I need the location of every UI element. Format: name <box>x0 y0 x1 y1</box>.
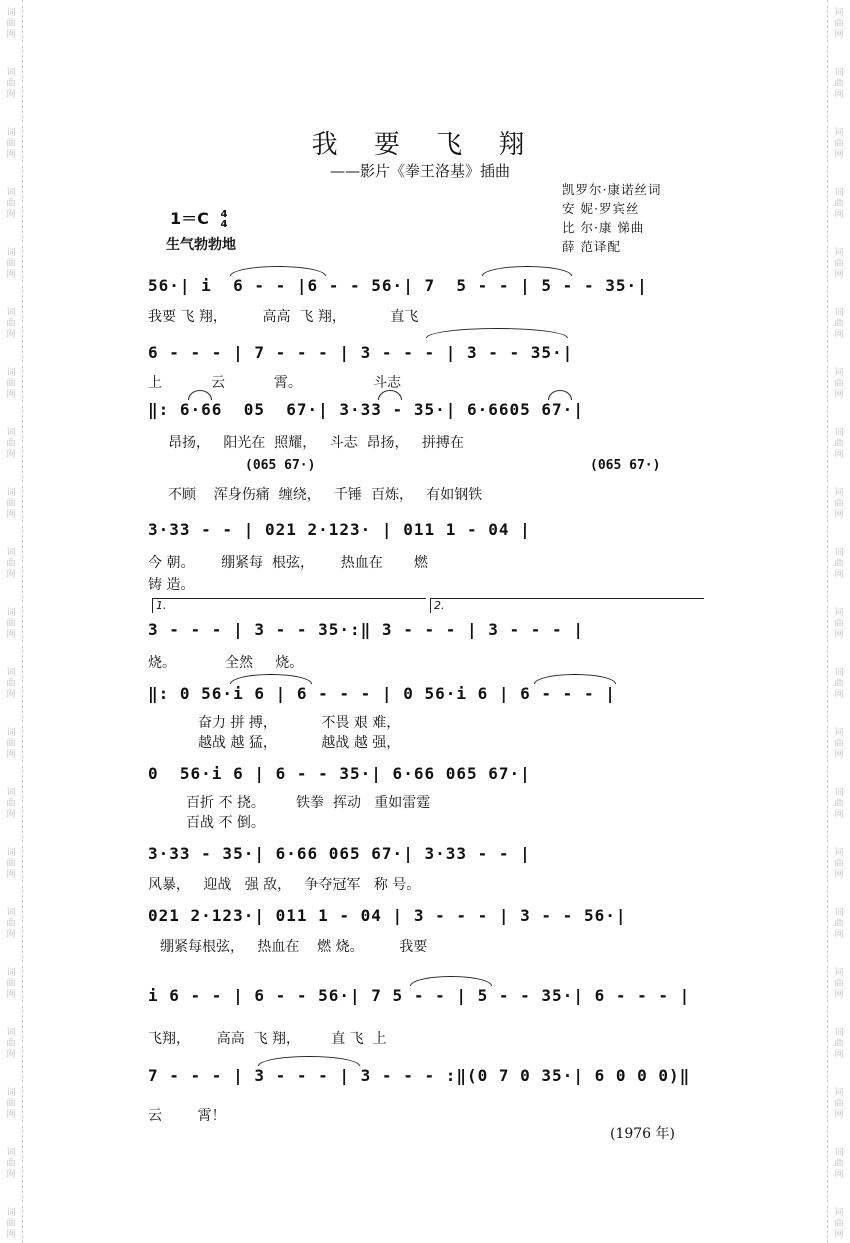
watermark-char: 网 <box>834 330 844 340</box>
watermark-char: 网 <box>6 210 16 220</box>
watermark-char: 曲 <box>6 1099 16 1109</box>
watermark-char: 网 <box>834 1110 844 1120</box>
watermark-char: 词 <box>6 788 16 798</box>
staff-notes-7: 0 56·i 6 | 6 - - 35·| 6·66 065 67·| <box>148 764 531 783</box>
watermark-char: 词 <box>834 8 844 18</box>
staff-lyrics-1: 我要 飞 翔， 高高 飞 翔， 直飞 <box>148 309 419 325</box>
watermark-char: 词 <box>834 968 844 978</box>
watermark-char: 词 <box>6 1028 16 1038</box>
watermark-char: 词 <box>6 8 16 18</box>
watermark-char: 词 <box>834 1208 844 1218</box>
staff-notes-11: 7 - - - | 3 - - - | 3 - - - :‖(0 7 0 35·| 6 0 0 0)‖ <box>148 1066 691 1085</box>
staff-lyrics-3b: 不顾 浑身伤痛 缠绕， 千锤 百炼， 有如钢铁 <box>168 487 483 503</box>
watermark-char: 曲 <box>6 1159 16 1169</box>
staff-lyrics-2: 上 云 霄。 斗志 <box>148 375 402 391</box>
staff-notes-1: 56·| i 6 - - |6 - - 56·| 7 5 - - | 5 - - 35·| <box>148 276 648 295</box>
staff-lyrics-7a: 百折 不 挠。 铁拳 挥动 重如雷霆 <box>186 795 431 811</box>
staff-lyrics-9: 绷紧每根弦， 热血在 燃 烧。 我要 <box>160 939 428 955</box>
watermark-char: 网 <box>834 1050 844 1060</box>
watermark-char: 网 <box>6 630 16 640</box>
watermark-char: 词 <box>834 368 844 378</box>
watermark-char: 曲 <box>834 679 844 689</box>
watermark-char: 曲 <box>834 19 844 29</box>
credits-block <box>562 180 661 256</box>
watermark-char: 曲 <box>6 679 16 689</box>
watermark-glyphs <box>3 428 19 461</box>
watermark-char: 网 <box>834 390 844 400</box>
staff-notes-3: ‖: 6·66 05 67·| 3·33 - 35·| 6·6605 67·| <box>148 400 584 419</box>
watermark-char: 词 <box>834 428 844 438</box>
watermark-char: 词 <box>6 968 16 978</box>
watermark-char: 词 <box>6 248 16 258</box>
watermark-char: 词 <box>834 488 844 498</box>
watermark-char: 网 <box>6 270 16 280</box>
watermark-glyphs <box>3 1088 19 1121</box>
watermark-char: 曲 <box>834 319 844 329</box>
watermark-char: 词 <box>834 788 844 798</box>
watermark-char: 词 <box>6 1148 16 1158</box>
watermark-char: 网 <box>834 270 844 280</box>
credit-composer: 比 尔·康 悌曲 <box>562 220 645 235</box>
watermark-char: 曲 <box>6 319 16 329</box>
watermark-char: 网 <box>6 810 16 820</box>
watermark-char: 网 <box>6 30 16 40</box>
watermark-char: 词 <box>834 908 844 918</box>
watermark-char: 曲 <box>6 1219 16 1229</box>
watermark-glyphs <box>3 8 19 41</box>
watermark-char: 词 <box>834 68 844 78</box>
watermark-char: 网 <box>6 330 16 340</box>
volta-second-ending: 2. <box>430 598 704 613</box>
watermark-glyphs <box>3 848 19 881</box>
watermark-char: 网 <box>834 210 844 220</box>
watermark-char: 曲 <box>6 19 16 29</box>
staff-lyrics-10: 飞翔， 高高 飞 翔， 直 飞 上 <box>148 1031 387 1047</box>
watermark-char: 网 <box>6 1110 16 1120</box>
watermark-char: 曲 <box>834 79 844 89</box>
watermark-char: 曲 <box>834 379 844 389</box>
staff-notes-9: 021 2·123·| 011 1 - 04 | 3 - - - | 3 - - 56·| <box>148 906 627 925</box>
watermark-char: 曲 <box>834 259 844 269</box>
watermark-char: 曲 <box>834 499 844 509</box>
watermark-char: 曲 <box>6 799 16 809</box>
watermark-char: 曲 <box>6 619 16 629</box>
time-signature <box>220 210 227 230</box>
watermark-char: 词 <box>6 908 16 918</box>
watermark-glyphs <box>831 1148 847 1181</box>
watermark-char: 网 <box>834 750 844 760</box>
watermark-char: 网 <box>6 390 16 400</box>
watermark-glyphs <box>831 68 847 101</box>
watermark-char: 词 <box>834 548 844 558</box>
watermark-char: 网 <box>6 570 16 580</box>
tempo-marking: 生气勃勃地 <box>166 237 236 253</box>
watermark-char: 曲 <box>834 199 844 209</box>
watermark-char: 网 <box>834 630 844 640</box>
watermark-glyphs <box>3 728 19 761</box>
staff-lyrics-3a: 昂扬， 阳光在 照耀， 斗志 昂扬， 拼搏在 <box>168 435 464 451</box>
watermark-char: 词 <box>6 608 16 618</box>
time-top: 4 <box>220 208 228 220</box>
watermark-char: 网 <box>6 1050 16 1060</box>
watermark-char: 曲 <box>834 1099 844 1109</box>
watermark-char: 词 <box>834 308 844 318</box>
watermark-char: 曲 <box>6 439 16 449</box>
watermark-char: 曲 <box>834 919 844 929</box>
watermark-char: 曲 <box>6 859 16 869</box>
watermark-glyphs <box>831 188 847 221</box>
watermark-char: 词 <box>834 668 844 678</box>
staff-lyrics-8: 风暴， 迎战 强 敌， 争夺冠军 称 号。 <box>148 877 421 893</box>
watermark-char: 曲 <box>834 619 844 629</box>
watermark-char: 网 <box>834 990 844 1000</box>
watermark-char: 曲 <box>6 259 16 269</box>
staff-lyrics-7b: 百战 不 倒。 <box>186 815 265 831</box>
watermark-char: 词 <box>6 68 16 78</box>
staff-lyrics-6a: 奋力 拼 搏， 不畏 艰 难， <box>198 715 401 731</box>
watermark-char: 曲 <box>6 979 16 989</box>
watermark-char: 曲 <box>834 1159 844 1169</box>
watermark-glyphs <box>3 968 19 1001</box>
tie-mark <box>230 266 326 276</box>
staff-hint-3a: (065 67·) <box>245 458 316 473</box>
watermark-char: 词 <box>6 368 16 378</box>
watermark-char: 网 <box>6 1230 16 1240</box>
watermark-char: 词 <box>834 1088 844 1098</box>
credit-translator: 薛 范译配 <box>562 239 621 254</box>
watermark-char: 词 <box>834 608 844 618</box>
watermark-char: 网 <box>834 1230 844 1240</box>
staff-lyrics-6b: 越战 越 猛， 越战 越 强， <box>198 735 401 751</box>
staff-lyrics-11: 云 霄！ <box>148 1108 226 1124</box>
watermark-char: 网 <box>834 90 844 100</box>
watermark-char: 词 <box>6 728 16 738</box>
watermark-glyphs <box>831 1208 847 1241</box>
staff-notes-4: 3·33 - - | 021 2·123· | 011 1 - 04 | <box>148 520 531 539</box>
staff-lyrics-4a: 今 朝。 绷紧每 根弦， 热血在 燃 <box>148 555 428 571</box>
staff-hint-3b: (065 67·) <box>590 458 661 473</box>
watermark-char: 词 <box>834 128 844 138</box>
composition-year: (1976 年) <box>610 1126 676 1142</box>
watermark-glyphs <box>3 1028 19 1061</box>
watermark-char: 网 <box>6 690 16 700</box>
staff-notes-6: ‖: 0 56·i 6 | 6 - - - | 0 56·i 6 | 6 - - - | <box>148 684 616 703</box>
watermark-char: 曲 <box>834 1039 844 1049</box>
watermark-char: 词 <box>6 488 16 498</box>
watermark-char: 网 <box>834 930 844 940</box>
watermark-char: 词 <box>6 1088 16 1098</box>
tie-mark <box>258 1056 360 1066</box>
watermark-char: 词 <box>6 428 16 438</box>
watermark-glyphs <box>3 668 19 701</box>
watermark-char: 曲 <box>6 499 16 509</box>
watermark-char: 网 <box>834 690 844 700</box>
watermark-char: 词 <box>6 308 16 318</box>
watermark-char: 网 <box>834 450 844 460</box>
watermark-char: 曲 <box>6 139 16 149</box>
watermark-char: 曲 <box>834 859 844 869</box>
watermark-char: 词 <box>6 548 16 558</box>
staff-notes-5: 3 - - - | 3 - - 35·:‖ 3 - - - | 3 - - - | <box>148 620 584 639</box>
watermark-char: 网 <box>834 30 844 40</box>
watermark-glyphs <box>3 608 19 641</box>
staff-notes-8: 3·33 - 35·| 6·66 065 67·| 3·33 - - | <box>148 844 531 863</box>
song-title: 我 要 飞 翔 <box>311 130 539 160</box>
watermark-char: 网 <box>834 870 844 880</box>
volta-first-ending: 1. <box>152 598 426 613</box>
watermark-char: 曲 <box>6 1039 16 1049</box>
watermark-char: 网 <box>6 990 16 1000</box>
credit-lyricist-2: 安 妮·罗宾丝 <box>562 201 640 216</box>
watermark-char: 词 <box>834 728 844 738</box>
watermark-glyphs <box>3 548 19 581</box>
watermark-char: 曲 <box>6 379 16 389</box>
watermark-char: 网 <box>6 1170 16 1180</box>
tie-mark <box>482 266 572 276</box>
key-text: 1＝C <box>170 209 209 228</box>
watermark-glyphs <box>3 68 19 101</box>
tie-mark <box>410 976 492 986</box>
watermark-char: 网 <box>834 810 844 820</box>
staff-notes-2: 6 - - - | 7 - - - | 3 - - - | 3 - - 35·| <box>148 343 574 362</box>
watermark-char: 网 <box>6 930 16 940</box>
watermark-glyphs <box>3 368 19 401</box>
staff-lyrics-5: 烧。 全然 烧。 <box>148 655 304 671</box>
watermark-glyphs <box>3 908 19 941</box>
watermark-char: 网 <box>6 510 16 520</box>
watermark-char: 网 <box>6 450 16 460</box>
watermark-char: 曲 <box>6 199 16 209</box>
watermark-glyphs <box>3 248 19 281</box>
watermark-glyphs <box>3 308 19 341</box>
watermark-char: 曲 <box>834 559 844 569</box>
watermark-char: 曲 <box>6 739 16 749</box>
watermark-char: 网 <box>834 150 844 160</box>
watermark-glyphs <box>831 8 847 41</box>
tie-mark <box>426 328 568 338</box>
watermark-char: 曲 <box>834 439 844 449</box>
watermark-char: 曲 <box>6 79 16 89</box>
watermark-char: 网 <box>6 150 16 160</box>
watermark-char: 曲 <box>834 139 844 149</box>
watermark-char: 词 <box>6 128 16 138</box>
watermark-char: 词 <box>834 1148 844 1158</box>
watermark-char: 曲 <box>834 799 844 809</box>
watermark-char: 词 <box>6 1208 16 1218</box>
watermark-char: 词 <box>6 668 16 678</box>
watermark-char: 词 <box>6 848 16 858</box>
watermark-char: 曲 <box>834 1219 844 1229</box>
watermark-char: 曲 <box>834 739 844 749</box>
watermark-char: 曲 <box>6 559 16 569</box>
song-subtitle: ——影片《拳王洛基》插曲 <box>330 162 511 180</box>
watermark-char: 词 <box>834 188 844 198</box>
watermark-char: 网 <box>834 510 844 520</box>
tie-mark <box>230 674 312 684</box>
watermark-char: 网 <box>6 90 16 100</box>
watermark-char: 网 <box>6 750 16 760</box>
watermark-glyphs <box>3 1148 19 1181</box>
watermark-char: 网 <box>834 570 844 580</box>
watermark-char: 网 <box>834 1170 844 1180</box>
watermark-char: 曲 <box>6 919 16 929</box>
watermark-glyphs <box>3 1208 19 1241</box>
watermark-glyphs <box>3 188 19 221</box>
watermark-char: 网 <box>6 870 16 880</box>
time-bottom: 4 <box>220 218 228 230</box>
watermark-glyphs <box>3 488 19 521</box>
watermark-char: 词 <box>834 848 844 858</box>
watermark-char: 曲 <box>834 979 844 989</box>
watermark-char: 词 <box>834 248 844 258</box>
watermark-glyphs <box>3 788 19 821</box>
key-signature <box>170 206 227 230</box>
watermark-char: 词 <box>834 1028 844 1038</box>
credit-lyricist-1: 凯罗尔·康诺丝词 <box>562 182 662 197</box>
staff-notes-10: i 6 - - | 6 - - 56·| 7 5 - - | 5 - - 35·| 6 - - - | <box>148 986 691 1005</box>
tie-mark <box>534 674 616 684</box>
watermark-char: 词 <box>6 188 16 198</box>
staff-lyrics-4b: 铸 造。 <box>148 577 195 593</box>
